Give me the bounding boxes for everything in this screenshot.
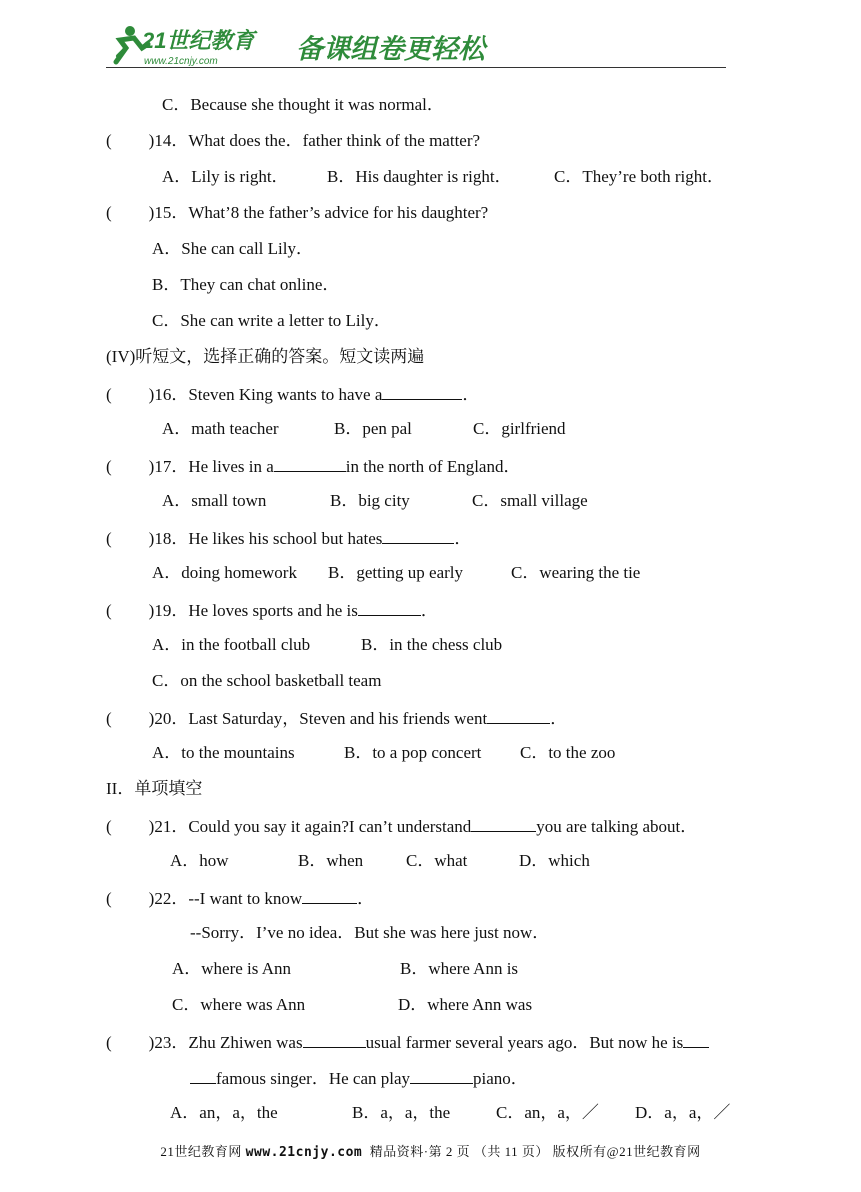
blank-line — [683, 1031, 709, 1048]
answer-bracket: ( — [106, 385, 112, 404]
option-line — [152, 671, 381, 691]
blank-line — [358, 599, 421, 616]
option-line — [327, 167, 512, 187]
option-a: A．an，a，the — [170, 1103, 278, 1122]
question-20 — [106, 707, 567, 729]
question-text: )22．--I want to know — [148, 889, 303, 908]
option-line — [152, 275, 339, 295]
answer-bracket: ( — [106, 131, 112, 150]
option-line — [400, 959, 518, 979]
logo-mark-text: 21世纪教育 — [142, 28, 255, 53]
option-text: C．Because she thought it was normal． — [162, 95, 444, 114]
option-line — [152, 743, 295, 763]
option-a: A．where is Ann — [172, 959, 291, 978]
option-b: B．in the chess club — [361, 635, 503, 654]
blank-line — [303, 1031, 366, 1048]
option-line — [152, 635, 310, 655]
option-c: C．wearing the tie — [511, 563, 641, 582]
question-text: )17．He lives in a — [148, 457, 274, 476]
question-text: )23．Zhu Zhiwen was — [148, 1033, 303, 1052]
header-slogan: 备课组卷更轻松 — [296, 34, 485, 65]
blank-line — [382, 527, 454, 544]
option-b: B．getting up early — [328, 563, 464, 582]
question-text: )21．Could you say it again?I can’t understand — [148, 817, 472, 836]
option-b: B．a，a，the — [352, 1103, 451, 1122]
option-line — [172, 995, 305, 1015]
question-end: ． — [462, 385, 480, 404]
question-text: )19．He loves sports and he is — [148, 601, 358, 620]
option-line — [519, 851, 590, 871]
option-c: C．She can write a letter to Lily． — [152, 311, 391, 330]
option-line — [172, 959, 291, 979]
question-16 — [106, 383, 479, 405]
question-23-cont — [190, 1067, 528, 1089]
option-line — [344, 743, 481, 763]
question-text-end: in the north of England． — [345, 457, 521, 476]
option-a: A．to the mountains — [152, 743, 295, 762]
answer-bracket: ( — [106, 529, 112, 548]
question-text: )14．What does the．father think of the matter? — [148, 131, 481, 150]
answer-bracket: ( — [106, 601, 112, 620]
question-text: )20．Last Saturday，Steven and his friends went — [148, 709, 488, 728]
option-line — [635, 1103, 730, 1123]
question-text: )15．What’8 the father’s advice for his daughter? — [148, 203, 489, 222]
option-c: C．on the school basketball team — [152, 671, 382, 690]
option-d: D．where Ann was — [398, 995, 533, 1014]
option-line — [152, 239, 313, 259]
option-line — [328, 563, 463, 583]
question-end: ． — [550, 709, 568, 728]
section-heading — [106, 779, 202, 799]
option-line — [170, 1103, 278, 1123]
option-line — [298, 851, 363, 871]
option-c: C．an，a，／ — [496, 1103, 599, 1122]
question-23 — [106, 1031, 709, 1053]
question-text: )16．Steven King wants to have a — [148, 385, 383, 404]
header-rule — [106, 67, 726, 68]
option-line — [472, 491, 588, 511]
option-c: C．girlfriend — [473, 419, 566, 438]
option-b: B．where Ann is — [400, 959, 519, 978]
option-a: A．in the football club — [152, 635, 311, 654]
option-line — [162, 419, 279, 439]
option-line — [330, 491, 410, 511]
option-a: A．doing homework — [152, 563, 297, 582]
option-line — [352, 1103, 450, 1123]
option-c: C．where was Ann — [172, 995, 306, 1014]
answer-bracket: ( — [106, 709, 112, 728]
section-title: (IV)听短文，选择正确的答案。短文读两遍 — [106, 347, 425, 366]
option-line — [361, 635, 502, 655]
question-text-end: you are talking about． — [536, 817, 698, 836]
option-line — [473, 419, 566, 439]
option-line — [554, 167, 724, 187]
option-b: B．big city — [330, 491, 410, 510]
option-d: D．which — [519, 851, 590, 870]
option-c: C．to the zoo — [520, 743, 616, 762]
question-end: ． — [420, 601, 438, 620]
option-a: A．math teacher — [162, 419, 279, 438]
option-line — [496, 1103, 599, 1123]
footer-left-text: 21世纪教育网 — [160, 1144, 246, 1159]
option-c: C．what — [406, 851, 468, 870]
answer-bracket: ( — [106, 203, 112, 222]
option-a: A．small town — [162, 491, 267, 510]
option-line — [162, 95, 444, 115]
dialogue-line — [190, 923, 549, 943]
option-b: B．when — [298, 851, 364, 870]
question-17 — [106, 455, 520, 477]
option-d: D．a，a，／ — [635, 1103, 731, 1122]
option-line — [152, 563, 297, 583]
section-title: II．单项填空 — [106, 779, 203, 798]
blank-line — [382, 383, 462, 400]
blank-line — [302, 887, 357, 904]
question-text: )18．He likes his school but hates — [148, 529, 383, 548]
option-c: C．They’re both right． — [554, 167, 724, 186]
option-c: C．small village — [472, 491, 588, 510]
option-line — [398, 995, 532, 1015]
option-b: B．His daughter is right． — [327, 167, 512, 186]
question-14 — [106, 131, 480, 151]
option-line — [170, 851, 229, 871]
blank-line — [487, 707, 550, 724]
option-line — [162, 167, 289, 187]
answer-bracket: ( — [106, 817, 112, 836]
option-line — [406, 851, 467, 871]
blank-line — [471, 815, 536, 832]
answer-bracket: ( — [106, 889, 112, 908]
option-a: A．how — [170, 851, 229, 870]
logo-url-text: www.21cnjy.com — [144, 56, 218, 67]
option-b: B．pen pal — [334, 419, 412, 438]
question-18 — [106, 527, 471, 549]
question-15 — [106, 203, 488, 223]
answer-bracket: ( — [106, 457, 112, 476]
page-footer — [0, 1141, 861, 1160]
option-line — [520, 743, 615, 763]
answer-bracket: ( — [106, 1033, 112, 1052]
blank-line — [410, 1067, 473, 1084]
option-a: A．She can call Lily． — [152, 239, 313, 258]
question-end: ． — [454, 529, 472, 548]
question-22 — [106, 887, 374, 909]
option-a: A．Lily is right． — [162, 167, 289, 186]
question-text-end: piano． — [473, 1069, 528, 1088]
option-b: B．They can chat online． — [152, 275, 340, 294]
option-line — [152, 311, 391, 331]
option-b: B．to a pop concert — [344, 743, 482, 762]
question-text: famous singer．He can play — [216, 1069, 411, 1088]
section-heading — [106, 347, 424, 367]
question-21 — [106, 815, 697, 837]
question-text-mid: usual farmer several years ago．But now he is — [365, 1033, 684, 1052]
header-logo — [108, 22, 528, 70]
footer-right-text: 精品资料·第 2 页 （共 11 页） 版权所有@21世纪教育网 — [362, 1144, 701, 1159]
footer-site-link[interactable]: www.21cnjy.com — [245, 1145, 363, 1160]
blank-line — [190, 1067, 216, 1084]
dialogue-text: --Sorry．I’ve no idea．But she was here just now． — [190, 923, 550, 942]
option-line — [334, 419, 412, 439]
option-line — [511, 563, 640, 583]
blank-line — [274, 455, 346, 472]
question-end: ． — [357, 889, 375, 908]
option-line — [162, 491, 266, 511]
question-19 — [106, 599, 438, 621]
